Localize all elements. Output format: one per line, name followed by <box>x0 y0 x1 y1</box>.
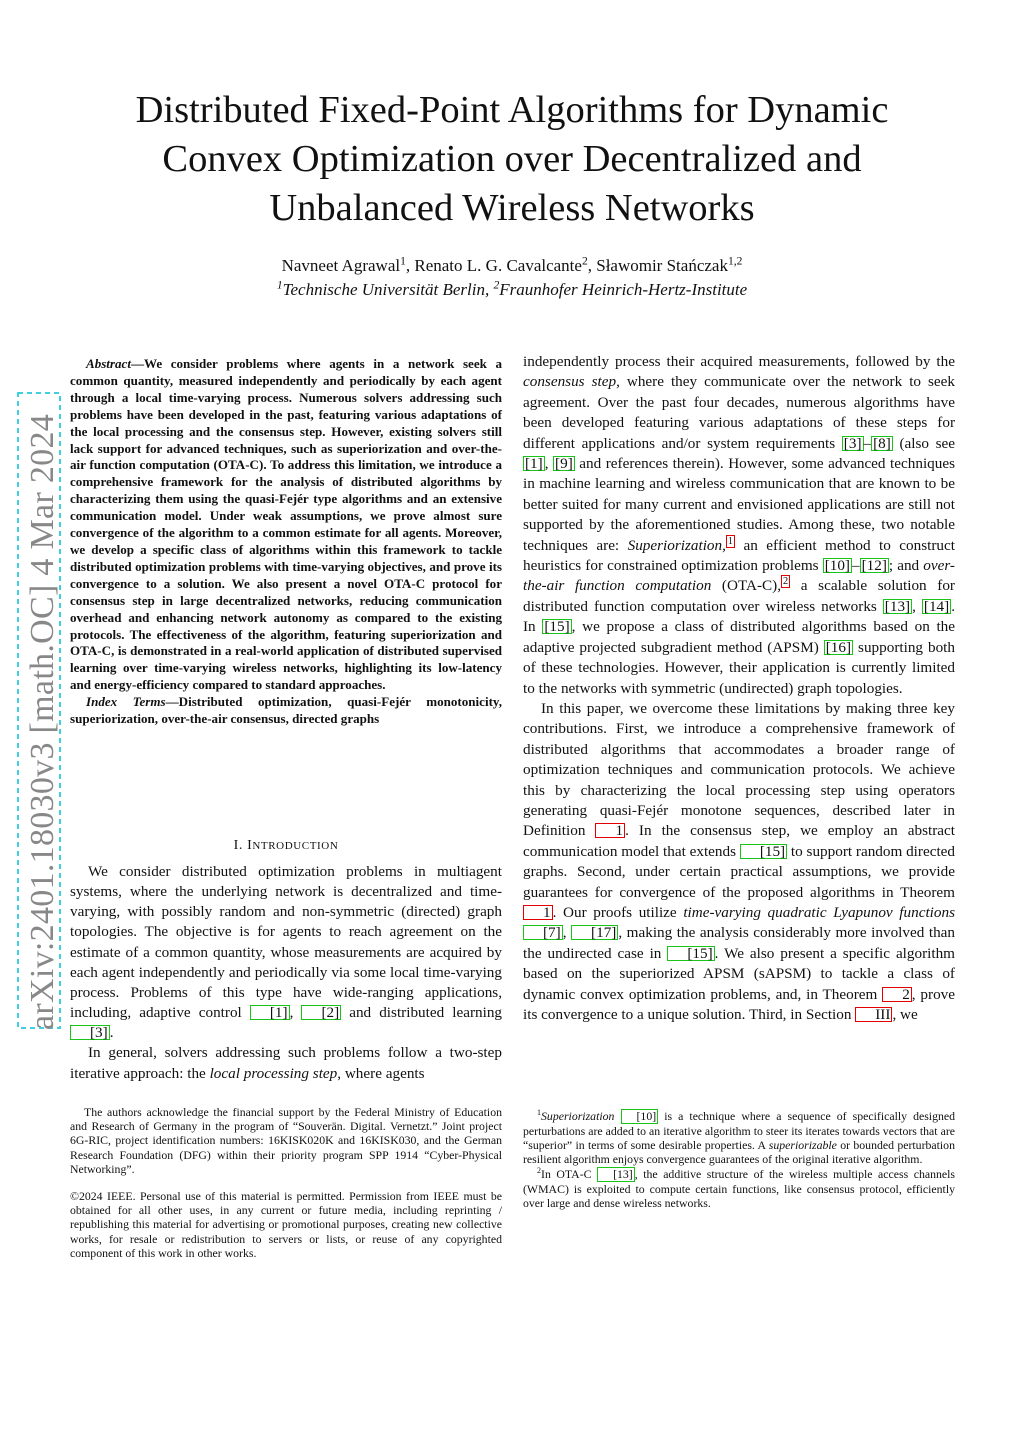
text-run: , <box>289 1004 302 1022</box>
abstract-text: —We consider problems where agents in a network seek a common quantity, measured independently and periodically by each agent through a local time-varying process. Numerous solvers addressing such problems have been developed in the past, featuring various adaptations of the local processing and the consensus step. However, existing solvers still lack support for advanced techniques, such as superiorization and over-the-air function computation (OTA-C). To address this limitation, we introduce a comprehensive framework for the analysis of distributed algorithms by characterizing them using the quasi-Fejér type algorithms and an extensive communication model. Under weak assumptions, we prove almost sure convergence of the algorithm to a common estimate for all agents. Moreover, we develop a specific class of algorithms within this framework to tackle distributed optimization problems with time-varying objectives, and prove its convergence to a solution. We also present a novel OTA-C protocol for consensus step in large decentralized networks, reducing communication overhead and enhancing network autonomy as compared to the existing protocols. The effectiveness of the algorithm, featuring superiorization and OTA-C, is demonstrated in a real-world application of distributed supervised learning over time-varying wireless networks, highlighting its low-latency and energy-efficiency compared to standard approaches. <box>70 356 502 693</box>
emphasis: time-varying quadratic Lyapunov functions <box>683 903 955 921</box>
footnote-number: 1 <box>537 1108 542 1118</box>
text-run: In this paper, we overcome these limitations by making three key contributions. First, we introduce a comprehensive framework of distributed algorithms that accommodates a broader range of optimization techniques and communication protocols. We achieve this by characterizing the local processing step using operators generating quasi-Fejér monotone sequences, described later in Definition <box>523 699 955 840</box>
citation-link[interactable]: [1] <box>525 455 543 473</box>
text-run: , making the analysis considerably more involved than the undirected case in <box>523 924 956 962</box>
affiliation: Technische Universität Berlin <box>282 280 485 299</box>
citation-link[interactable]: [2] <box>301 1005 341 1020</box>
author-list: Navneet Agrawal$^1$, Renato L. G. Cavalcante$^2$, Sławomir Stańczak$^{1,2}$ <box>281 254 743 275</box>
definition-link[interactable]: 1 <box>595 823 625 838</box>
author-name: Sławomir Stańczak <box>596 256 728 275</box>
introduction-left <box>70 862 502 1084</box>
text-run: , where agents <box>337 1064 425 1082</box>
emphasis: Superiorization <box>541 1109 615 1123</box>
citation-link[interactable]: [3] <box>70 1025 110 1040</box>
text-run: , prove its convergence to a unique solution. Third, in Section <box>523 985 955 1023</box>
introduction-right <box>523 352 955 1025</box>
abstract <box>70 356 502 728</box>
citation-link[interactable]: [3] <box>843 434 862 452</box>
citation-link[interactable]: [15] <box>740 844 787 859</box>
citation-link[interactable]: [17] <box>571 925 618 940</box>
section-heading <box>70 838 502 854</box>
acknowledgment-text: The authors acknowledge the financial support by the Federal Ministry of Education and Research of Germany in the program of “Souverän. Digital. Vernetzt.” Joint project 6G-RIC, project identification numbers: 16KISK020K and 16KISK030, and the German Research Foundation (DFG) within their priority program SPP 1914 “Cyber-Physical Networking”. <box>70 1105 502 1176</box>
index-terms-label: Index Terms <box>86 694 166 710</box>
footnote-1 <box>523 1109 955 1167</box>
text-run: , the additive structure of the wireless multiple access channels (WMAC) is exploited to compute certain functions, like consensus protocol, efficiently over large and dense wireless networks. <box>523 1166 955 1210</box>
text-run: , <box>912 597 922 615</box>
citation-link[interactable]: [15] <box>544 618 570 636</box>
title-line: Unbalanced Wireless Networks <box>269 187 755 229</box>
theorem-link[interactable]: 2 <box>882 987 912 1002</box>
emphasis: superiorizable <box>768 1138 837 1153</box>
text-run: . We also present a specific algorithm based on the superiorized APSM (sAPSM) to tackle a class of dynamic convex optimization problems, and, in Theorem <box>523 944 955 1003</box>
text-run: . Our proofs utilize <box>552 903 684 921</box>
author-block <box>0 254 1024 302</box>
text-run: . In <box>523 597 955 636</box>
affil-mark: 1 <box>276 278 283 292</box>
text-run: , <box>544 455 554 473</box>
footnote-number: 2 <box>537 1165 542 1175</box>
copyright-text: ©2024 IEEE. Personal use of this material is permitted. Permission from IEEE must be obtained for all other uses, in any current or future media, including reprinting / republishing this material for advertising or promotional purposes, creating new collective works, for resale or redistribution to servers or lists, or reuse of any copyrighted component of this work in other works. <box>70 1189 502 1260</box>
text-run: supporting both of these technologies. However, their application is currently limited to the networks with symmetric (undirected) graph topologies. <box>523 638 955 697</box>
citation-link[interactable]: [10] <box>621 1109 659 1124</box>
author-affil-mark: 1 <box>400 254 406 268</box>
theorem-link[interactable]: 1 <box>523 905 553 920</box>
footnote-link[interactable]: 2 <box>783 576 789 588</box>
abstract-paragraph <box>70 356 502 694</box>
arxiv-stamp: arXiv:2401.18030v3 [math.OC] 4 Mar 2024 <box>24 413 61 1030</box>
footnote-2 <box>523 1167 955 1210</box>
text-run: . In the consensus step, we employ an abstract communication model that extends <box>523 822 955 860</box>
citation-link[interactable]: [10] <box>824 557 850 575</box>
text-run: , <box>562 924 572 942</box>
author-affil-mark: 2 <box>581 254 588 268</box>
title-line: Distributed Fixed-Point Algorithms for Dynamic <box>135 89 889 131</box>
section-number: I. <box>233 838 243 853</box>
affiliations: $^1$Technische Universität Berlin, $^2$Fraunhofer Heinrich-Hertz-Institute <box>276 278 748 299</box>
emphasis: consensus step <box>523 373 617 391</box>
text-run: a scalable solution for distributed function computation over wireless networks <box>523 577 955 615</box>
text-run: , where they communicate over the network to seek agreement. Over the past four decades, numerous algorithms have been developed featuring various adaptations of these steps for different applications and/or system requirements <box>523 373 955 452</box>
text-run: – <box>852 557 860 575</box>
text-run: to support random directed graphs. Second, under certain practical assumptions, we provide guarantees for convergence of the proposed algorithms in Theorem <box>523 842 955 901</box>
citation-link[interactable]: [12] <box>861 557 887 575</box>
citation-link[interactable]: [16] <box>825 638 852 656</box>
affil-mark: 2 <box>493 278 500 292</box>
section-link[interactable]: III <box>855 1007 892 1022</box>
citation-link[interactable]: [13] <box>884 597 911 615</box>
text-run: We consider distributed optimization problems in multiagent systems, where the underlying network is decentralized and time-varying, with possibly random and non-symmetric (directed) graph topologies. The objective is for agents to reach agreement on the estimate of a common quantity, whose measurements are acquired by each agent independently and periodically via some local time-varying process. Problems of this type have wide-ranging applications, including, adaptive control <box>70 863 502 1022</box>
author-affil-mark: 1,2 <box>727 254 743 268</box>
citation-link[interactable]: [9] <box>555 455 573 473</box>
paragraph <box>70 1043 502 1083</box>
affiliation: Fraunhofer Heinrich-Hertz-Institute <box>499 280 748 299</box>
paragraph <box>70 862 502 1043</box>
text-run: and distributed learning <box>341 1004 503 1022</box>
text-run: independently process their acquired measurements, followed by the <box>523 353 955 370</box>
footnote-link[interactable]: 1 <box>727 535 734 547</box>
text-run: . <box>109 1024 114 1042</box>
text-run: , we <box>892 1006 918 1023</box>
index-terms <box>70 694 502 728</box>
citation-link[interactable]: [14] <box>923 597 950 615</box>
text-run: an efficient method to construct heuristics for constrained optimization problems <box>523 536 955 575</box>
text-run: ; and <box>888 557 924 575</box>
text-run: or bounded perturbation resilient algorithm enjoys convergence guarantees of the original iterative algorithm. <box>523 1138 955 1167</box>
text-run: (also see <box>892 434 955 452</box>
index-terms-text: —Distributed optimization, quasi-Fejér monotonicity, superiorization, over-the-air consensus, directed graphs <box>70 694 502 727</box>
text-run: and references therein). However, some advanced techniques in machine learning and wireless communication that are known to be better suited for many current and envisioned applications are still not supported by the aforementioned studies. Among these, two notable techniques are: <box>523 455 955 554</box>
emphasis: local processing step <box>209 1064 338 1082</box>
text-run: is a technique where a sequence of specifically designed perturbations are added to an iterative algorithm to steer its iterates towards vectors that are “superior” in terms of some desirable properties. A <box>523 1109 956 1153</box>
emphasis: over-the-air function computation <box>523 557 955 595</box>
emphasis: Superiorization, <box>627 536 726 554</box>
section-title-cap: I <box>247 838 253 853</box>
citation-link[interactable]: [1] <box>250 1005 290 1020</box>
text-run: In general, solvers addressing such problems follow a two-step iterative approach: the <box>70 1044 502 1082</box>
text-run: In OTA-C <box>541 1166 598 1181</box>
citation-link[interactable]: [13] <box>597 1167 635 1182</box>
paper-title <box>80 86 944 233</box>
copyright-notice <box>70 1189 502 1260</box>
footnotes-right <box>523 1109 955 1210</box>
text-run: , we propose a class of distributed algorithms based on the adaptive projected subgradient method (APSM) <box>523 618 956 656</box>
author-name: Navneet Agrawal <box>281 256 401 275</box>
paragraph <box>523 352 955 699</box>
text-run: (OTA-C), <box>711 577 782 595</box>
title-line: Convex Optimization over Decentralized and <box>162 138 862 180</box>
acknowledgment-footnote <box>70 1105 502 1176</box>
citation-link[interactable]: [15] <box>667 946 714 961</box>
abstract-label: Abstract <box>86 356 131 371</box>
section-title-rest: NTRODUCTION <box>252 840 339 852</box>
author-name: Renato L. G. Cavalcante <box>414 256 582 275</box>
citation-link[interactable]: [7] <box>523 925 563 940</box>
text-run: – <box>863 434 872 452</box>
paragraph <box>523 699 955 1026</box>
citation-link[interactable]: [8] <box>873 434 891 452</box>
